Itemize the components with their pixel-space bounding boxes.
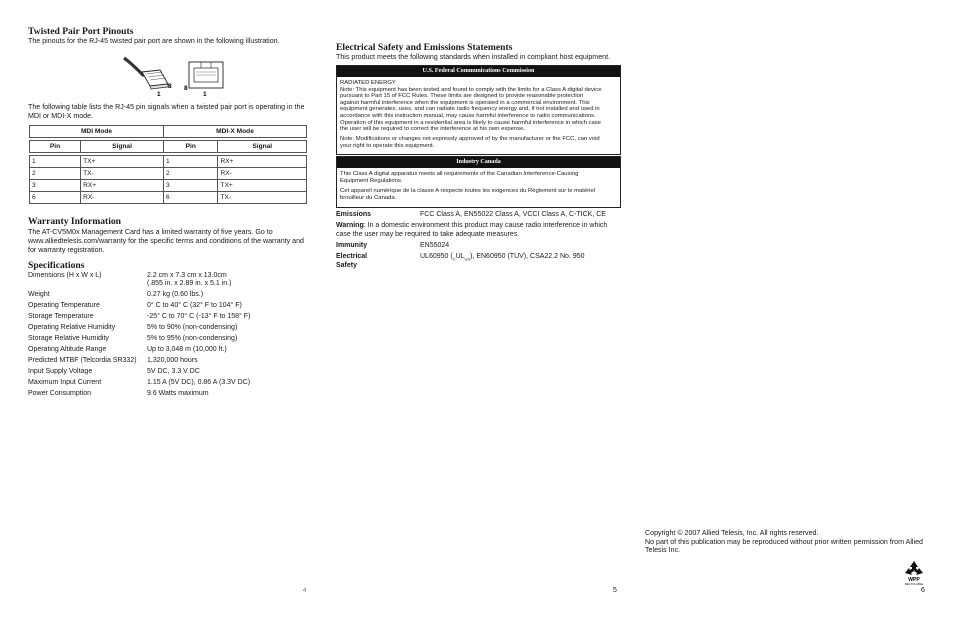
spec-label: Operating Altitude Range: [28, 346, 107, 353]
spec-value: Up to 3,048 m (10,000 ft.): [147, 346, 227, 353]
spec-value: -25° C to 70° C (-13° F to 158° F): [147, 313, 251, 320]
pinouts-title: Twisted Pair Port Pinouts: [28, 26, 134, 37]
canada-fr-line: Cet appareil numérique de la classe A respecte toutes les exigences du Règlement sur le matériel: [340, 188, 596, 195]
fcc-subheading: RADIATED ENERGY: [340, 80, 396, 86]
spec-value: 2.2 cm x 7.3 cm x 13.0cm: [147, 272, 227, 279]
fcc-line: accordance with this instruction manual, may cause harmful interference to radio communications.: [340, 112, 596, 119]
safety-value-post: ), EN60950 (TUV), CSA22.2 No. 950: [470, 253, 585, 260]
mdi-mode-header: MDI Mode: [30, 126, 164, 138]
cell: TX+: [218, 180, 307, 192]
fcc-line: Note: This equipment has been tested and found to comply with the limits for a Class A digital device: [340, 86, 602, 93]
fcc-note-line: Note: Modifications or changes not expressly approved of by the manufacturer or the FCC, can void: [340, 136, 600, 143]
warning-row-2: [336, 231, 626, 240]
spec-label: Power Consumption: [28, 390, 92, 397]
table-row: [30, 156, 307, 168]
col-header-pin: Pin: [30, 141, 81, 153]
spec-label: Weight: [28, 291, 50, 298]
table-row: [30, 180, 307, 192]
safety-value-pre: UL60950 (: [420, 253, 453, 260]
recycle-icon: [905, 561, 923, 575]
page-number-6: 6: [921, 587, 925, 594]
rj45-jack-drawing: [189, 62, 223, 88]
cell: 1: [30, 156, 81, 168]
recycle-logo-text: WPP: [908, 577, 920, 583]
spec-label: Storage Temperature: [28, 313, 94, 320]
rj45-plug-drawing: [124, 58, 168, 89]
canada-fr-line: brouilleur du Canada.: [340, 194, 397, 201]
fcc-line: the user will be required to correct the interference at his own expense.: [340, 126, 526, 133]
spec-label: Dimensions (H x W x L): [28, 272, 102, 279]
industry-canada-box: [336, 156, 621, 208]
spec-value: 0° C to 40° C (32° F to 104° F): [147, 302, 242, 309]
mdix-mode-header: MDI-X Mode: [164, 126, 307, 138]
specifications-list: [28, 272, 328, 402]
immunity-value: EN55024: [420, 242, 450, 249]
spec-label: Storage Relative Humidity: [28, 335, 109, 342]
jack-pin-1-label: 1: [203, 91, 207, 98]
notice-line-1: No part of this publication may be reproduced without prior written permission from Allied: [645, 538, 923, 546]
spec-value: 5% to 90% (non-condensing): [147, 324, 238, 331]
fcc-statement-box: [336, 65, 621, 155]
fcc-note-line: your right to operate this equipment.: [340, 142, 435, 149]
page-number-4: 4: [303, 588, 307, 594]
canada-en-line: This Class A digital apparatus meets all requirements of the Canadian Interference-Causing: [340, 171, 579, 177]
cell: 3: [30, 180, 81, 192]
spec-label: Operating Relative Humidity: [28, 324, 116, 331]
fcc-line: Operation of this equipment in a residential area is likely to cause harmful interference in which case: [340, 119, 601, 126]
cell: 6: [30, 192, 81, 204]
spec-value: 1.15 A (5V DC), 0.86 A (3.3V DC): [147, 379, 251, 386]
emissions-value: FCC Class A, EN55022 Class A, VCCI Class A, C-TICK, CE: [420, 211, 606, 218]
cell: TX-: [218, 192, 307, 204]
cell: 2: [30, 168, 81, 180]
pinouts-intro: The pinouts for the RJ-45 twisted pair port are shown in the following illustration.: [28, 37, 280, 45]
table-row: [30, 192, 307, 204]
plug-pin-8-label: 8: [168, 83, 172, 90]
col-header-signal: Signal: [81, 141, 164, 153]
spec-value: 5V DC, 3.3 V DC: [147, 368, 200, 375]
cell: RX+: [218, 156, 307, 168]
cell: 3: [164, 180, 218, 192]
warning-row: [336, 222, 626, 231]
canada-en-line: Equipment Regulations.: [340, 177, 403, 184]
safety-ul: UL: [455, 253, 465, 260]
warranty-text: The AT-CV5M0x Management Card has a limited warranty of five years. Go to www.alliedtelesis.com/warranty for the specific terms and conditions of the warranty and for warranty registration.: [28, 228, 304, 255]
col-header-signal: Signal: [218, 141, 307, 153]
table-intro: The following table lists the RJ-45 pin signals when a twisted pair port is operating in the MDI or MDI-X mode.: [28, 103, 305, 121]
safety-label: Electrical Safety: [336, 253, 368, 269]
pin-signal-table: [29, 125, 307, 204]
page-number-5: 5: [613, 587, 617, 594]
notice-line-2: Telesis Inc.: [645, 546, 681, 554]
recycle-logo-subtext: RECYCLABLE: [904, 582, 924, 586]
emissions-label: Emissions: [336, 211, 372, 218]
safety-value: [420, 253, 585, 264]
fcc-line: pursuant to Part 15 of FCC Rules. These limits are designed to provide reasonable protection: [340, 93, 584, 100]
spec-label: Operating Temperature: [28, 302, 100, 309]
cell: 1: [164, 156, 218, 168]
plug-pin-1-label: 1: [157, 91, 161, 98]
cell: RX+: [81, 180, 164, 192]
spec-value: 5% to 95% (non-condensing): [147, 335, 238, 342]
cell: 2: [164, 168, 218, 180]
warning-text-2: case the user may be required to take adequate measures.: [336, 231, 520, 238]
cell: TX+: [81, 156, 164, 168]
cell: RX-: [218, 168, 307, 180]
spec-label: Predicted MTBF (Telcordia SR332): [28, 357, 137, 364]
spec-value: 1,320,000 hours: [147, 357, 198, 364]
warning-text-1: : In a domestic environment this product may cause radio interference in which: [363, 222, 608, 229]
recycle-logo: [901, 560, 927, 586]
fcc-line: against harmful interference when the equipment is operated in a commercial environment. This: [340, 99, 590, 106]
safety-sub-c: C: [452, 256, 456, 262]
emissions-intro: This product meets the following standards when installed in compliant host equipment.: [336, 53, 611, 61]
cell: TX-: [81, 168, 164, 180]
cell: RX-: [81, 192, 164, 204]
safety-sub-us: US: [464, 256, 471, 262]
cell: 6: [164, 192, 218, 204]
copyright-line: Copyright © 2007 Allied Telesis, Inc. All rights reserved.: [645, 529, 819, 537]
emissions-title: Electrical Safety and Emissions Statements: [336, 42, 513, 53]
table-row: [30, 168, 307, 180]
specs-title: Specifications: [28, 260, 85, 271]
warning-label: Warning: [336, 222, 364, 229]
spec-label: Input Supply Voltage: [28, 368, 93, 375]
rj45-illustration: [116, 50, 246, 98]
spec-label: Maximum Input Current: [28, 379, 102, 386]
jack-pin-8-label: 8: [184, 85, 188, 92]
spec-value: 9.6 Watts maximum: [147, 390, 209, 397]
col-header-pin: Pin: [164, 141, 218, 153]
fcc-header: U.S. Federal Communications Commission: [337, 66, 620, 77]
canada-header: Industry Canada: [337, 157, 620, 168]
fcc-line: equipment generates, uses, and can radiate radio frequency energy and, if not installed and used in: [340, 106, 600, 113]
spec-value: 0.27 kg (0.60 lbs.): [147, 291, 204, 298]
spec-value: (.855 in. x 2.89 in. x 5.1 in.): [147, 280, 232, 287]
immunity-label: Immunity: [336, 242, 368, 249]
warranty-title: Warranty Information: [28, 216, 121, 227]
certifications-list: [336, 211, 626, 271]
